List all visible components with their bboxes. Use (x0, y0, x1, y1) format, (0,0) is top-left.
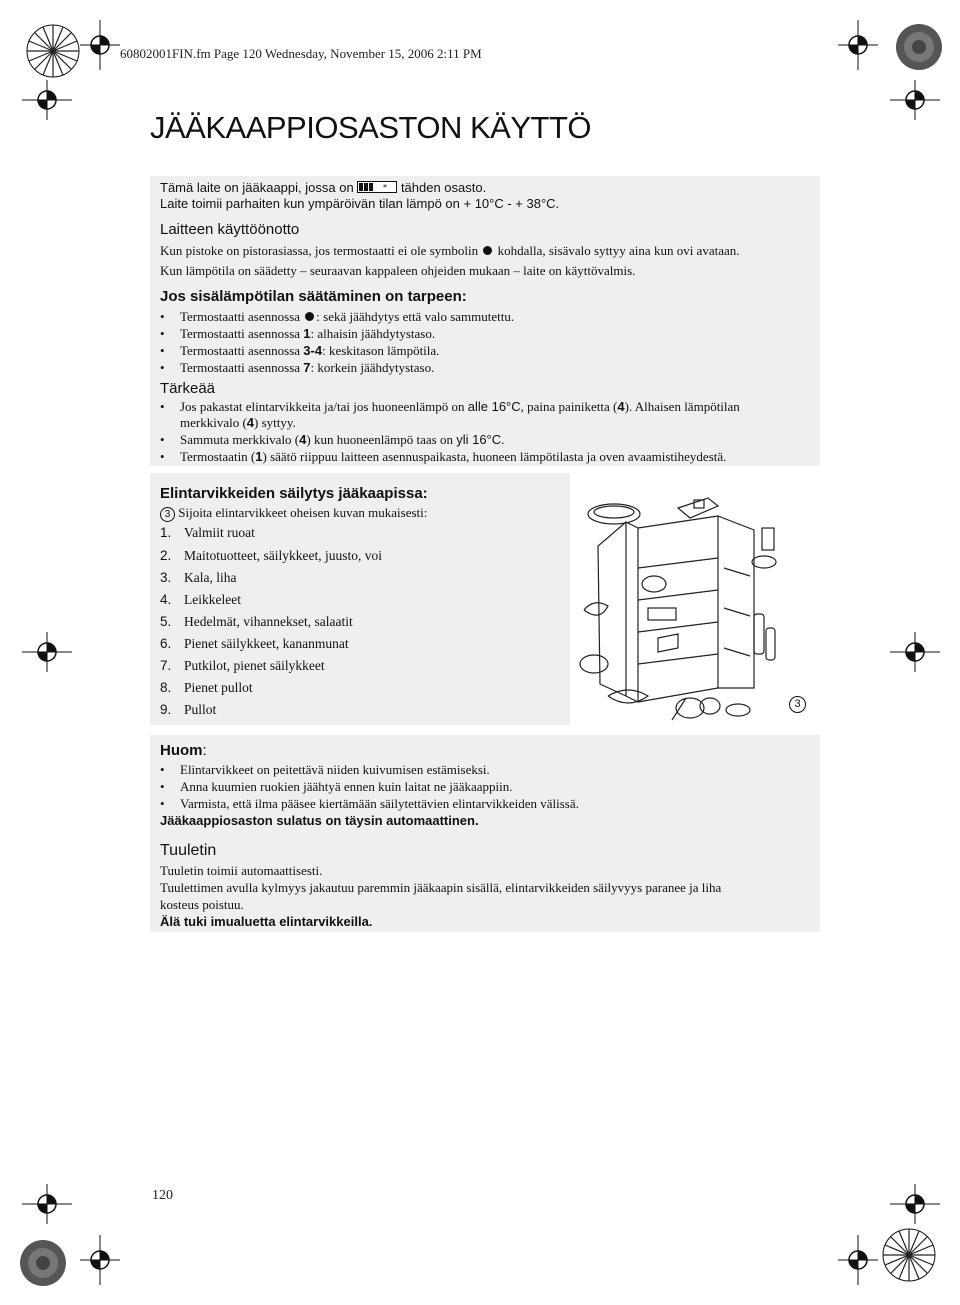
adjust-item-3: • Termostaatti asennossa 7: korkein jäähdytystaso. (160, 360, 435, 375)
note-item: • Anna kuumien ruokien jäähtyä ennen kuin laitat ne jääkaappiin. (160, 779, 513, 794)
storage-heading: Elintarvikkeiden säilytys jääkaapissa: (160, 485, 428, 502)
crosshair-icon (22, 632, 72, 672)
storage-intro: 3 Sijoita elintarvikkeet oheisen kuvan mukaisesti: (160, 505, 427, 522)
important-item-3: • Termostaatin (1) säätö riippuu laitteen asennuspaikasta, huoneen lämpötilasta ja oven avaamistiheydestä. (160, 449, 727, 464)
fan-warning: Älä tuki imualuetta elintarvikkeilla. (160, 914, 373, 929)
important-heading: Tärkeää (160, 380, 216, 397)
svg-text:*: * (383, 183, 388, 192)
adjust-item-0: • Termostaatti asennossa : sekä jäähdytys että valo sammutettu. (160, 309, 515, 324)
fan-heading: Tuuletin (160, 842, 217, 859)
crosshair-icon (22, 80, 72, 120)
fan-line-2: Tuulettimen avulla kylmyys jakautuu paremmin jääkaapin sisällä, elintarvikkeiden säilyvyys paranee ja liha (160, 880, 722, 895)
list-item: 5. Hedelmät, vihannekset, salaatit (160, 614, 353, 629)
crosshair-icon (890, 632, 940, 672)
fridge-illustration (578, 488, 780, 726)
file-info-header: 60802001FIN.fm Page 120 Wednesday, November 15, 2006 2:11 PM (120, 46, 482, 61)
list-item: 2. Maitotuotteet, säilykkeet, juusto, voi (160, 548, 382, 563)
intro-line-1: Tämä laite on jääkaappi, jossa on * tähden osasto. (160, 180, 487, 195)
crosshair-icon (80, 1235, 120, 1285)
list-item: 6. Pienet säilykkeet, kananmunat (160, 636, 349, 651)
list-item: 7. Putkilot, pienet säilykkeet (160, 658, 325, 673)
page-title: JÄÄKAAPPIOSASTON KÄYTTÖ (150, 110, 591, 145)
defrost-note: Jääkaappiosaston sulatus on täysin automaattinen. (160, 813, 479, 828)
list-item: 9. Pullot (160, 702, 217, 717)
note-item: • Elintarvikkeet on peitettävä niiden kuivumisen estämiseksi. (160, 762, 490, 777)
list-item: 8. Pienet pullot (160, 680, 253, 695)
important-item-1-cont: merkkivalo (4) syttyy. (180, 415, 296, 430)
off-symbol-icon (483, 246, 492, 255)
fan-line-3: kosteus poistuu. (160, 897, 244, 912)
off-symbol-icon (305, 312, 314, 321)
page-number: 120 (152, 1188, 173, 1203)
important-item-2: • Sammuta merkkivalo (4) kun huoneenlämpö taas on yli 16°C. (160, 432, 505, 447)
figure-ref-badge: 3 (160, 507, 175, 522)
startup-line-1: Kun pistoke on pistorasiassa, jos termostaatti ei ole symbolin kohdalla, sisävalo syttyy aina kun ovi avataan. (160, 243, 740, 258)
crosshair-icon (838, 20, 878, 70)
list-item: 3. Kala, liha (160, 570, 237, 585)
note-item: • Varmista, että ilma pääsee kiertämään säilytettävien elintarvikkeiden välissä. (160, 796, 579, 811)
adjust-heading: Jos sisälämpötilan säätäminen on tarpeen: (160, 288, 467, 305)
startup-heading: Laitteen käyttöönotto (160, 221, 300, 238)
list-item: 4. Leikkeleet (160, 592, 241, 607)
note-heading: Huom: (160, 742, 207, 759)
adjust-item-2: • Termostaatti asennossa 3-4: keskitason lämpötila. (160, 343, 440, 358)
color-bar-icon (894, 22, 944, 72)
crosshair-icon (890, 80, 940, 120)
registration-mark-icon (864, 1210, 954, 1300)
freezer-star-icon (357, 181, 397, 193)
crosshair-icon (22, 1184, 72, 1224)
list-item: 1. Valmiit ruoat (160, 525, 255, 540)
fan-line-1: Tuuletin toimii automaattisesti. (160, 863, 323, 878)
color-bar-icon (18, 1238, 68, 1288)
important-item-1: • Jos pakastat elintarvikkeita ja/tai jos huoneenlämpö on alle 16°C, paina painiketta (4). Alhaisen lämpötilan (160, 399, 740, 414)
figure-ref-badge: 3 (789, 696, 806, 713)
crosshair-icon (80, 20, 120, 70)
intro-line-2: Laite toimii parhaiten kun ympäröivän tilan lämpö on + 10°C - + 38°C. (160, 196, 560, 211)
startup-line-2: Kun lämpötila on säädetty – seuraavan kappaleen ohjeiden mukaan – laite on käyttövalmis. (160, 263, 636, 278)
adjust-item-1: • Termostaatti asennossa 1: alhaisin jäähdytystaso. (160, 326, 436, 341)
